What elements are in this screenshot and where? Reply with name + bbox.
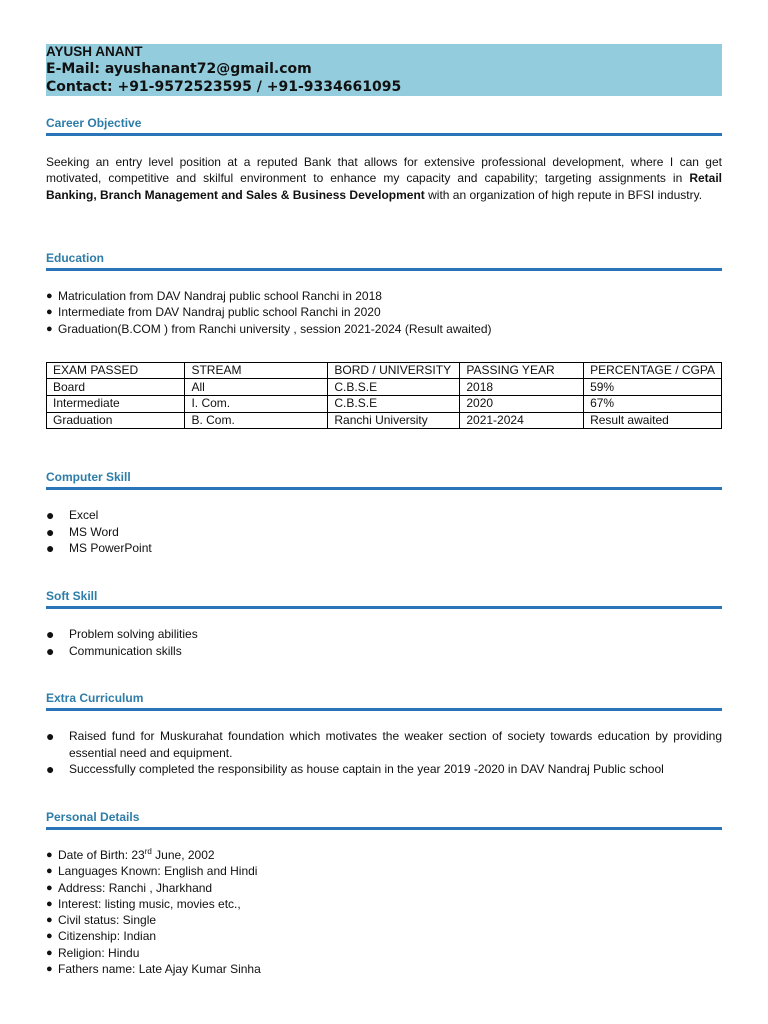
bullet-icon: ● — [46, 728, 55, 744]
section-divider — [46, 606, 722, 609]
dob-suffix: June, 2002 — [151, 848, 215, 862]
table-row — [47, 412, 722, 429]
section-divider — [46, 827, 722, 830]
dob-prefix: Date of Birth: 23 — [58, 848, 145, 862]
list-item — [46, 880, 722, 896]
section-title: Computer Skill — [46, 470, 131, 484]
education-list — [46, 288, 722, 337]
table-cell: Board — [47, 379, 185, 396]
list-item — [46, 912, 722, 928]
list-item — [46, 761, 722, 778]
bullet-icon: ● — [46, 963, 53, 976]
table-row — [47, 379, 722, 396]
list-item — [46, 728, 722, 761]
list-item — [46, 507, 722, 524]
section-title: Extra Curriculum — [46, 691, 144, 705]
list-item-text: Religion: Hindu — [58, 945, 140, 960]
list-item — [46, 540, 722, 557]
objective-text-start: Seeking an entry level position at a reputed Bank that allows for extensive professional development, where I can get motivated, competitive and skilful environment to enhance my capacity and capability; targeting assignments in — [46, 155, 722, 186]
list-item — [46, 643, 722, 660]
list-item-text: Graduation(B.COM ) from Ranchi university , session 2021-2024 (Result awaited) — [58, 321, 492, 336]
table-cell: 59% — [584, 379, 722, 396]
list-item-text: Interest: listing music, movies etc., — [58, 896, 241, 911]
table-header-cell: STREAM — [185, 362, 328, 379]
bullet-icon: ● — [46, 626, 55, 642]
table-header-cell: BORD / UNIVERSITY — [328, 362, 460, 379]
date-of-birth — [58, 847, 215, 863]
bullet-icon: ● — [46, 914, 53, 927]
table-cell: Result awaited — [584, 412, 722, 429]
objective-text-end: with an organization of high repute in BFSI industry. — [424, 187, 703, 202]
list-item-text: Excel — [69, 508, 99, 522]
extra-curriculum-section — [46, 690, 722, 778]
table-cell: All — [185, 379, 328, 396]
section-title: Career Objective — [46, 116, 142, 130]
table-cell: Ranchi University — [328, 412, 460, 429]
list-item-text: Fathers name: Late Ajay Kumar Sinha — [58, 962, 261, 977]
career-objective-section — [46, 115, 722, 203]
table-cell: C.B.S.E — [328, 379, 460, 396]
table-header-cell: EXAM PASSED — [47, 362, 185, 379]
personal-details-section — [46, 809, 722, 977]
list-item-text: MS PowerPoint — [69, 541, 152, 555]
bullet-icon: ● — [46, 881, 53, 894]
section-divider — [46, 708, 722, 711]
email-line: E-Mail: ayushanant72@gmail.com — [46, 61, 312, 77]
list-item-text: Intermediate from DAV Nandraj public school Ranchi in 2020 — [58, 305, 381, 320]
bullet-icon: ● — [46, 946, 53, 959]
table-cell: 2018 — [460, 379, 584, 396]
list-item — [46, 321, 722, 337]
list-item — [46, 863, 722, 879]
bullet-icon: ● — [46, 865, 53, 878]
list-item — [46, 304, 722, 320]
dob-ordinal: rd — [144, 847, 152, 856]
table-cell: Graduation — [47, 412, 185, 429]
list-item-text: Matriculation from DAV Nandraj public school Ranchi in 2018 — [58, 289, 382, 303]
table-header-cell: PASSING YEAR — [460, 362, 584, 379]
list-item — [46, 288, 722, 304]
table-cell: B. Com. — [185, 412, 328, 429]
bullet-icon: ● — [46, 523, 55, 540]
table-cell: I. Com. — [185, 396, 328, 413]
soft-skill-section — [46, 588, 722, 659]
list-item-text: Civil status: Single — [58, 913, 157, 928]
list-item-text: Successfully completed the responsibility as house captain in the year 2019 -2020 in DAV Nandraj Public school — [69, 762, 664, 776]
table-header-row — [47, 362, 722, 379]
resume-page — [46, 44, 722, 977]
list-item-text: Communication skills — [69, 643, 182, 658]
table-cell: 2021-2024 — [460, 412, 584, 429]
list-item-text: Problem solving abilities — [69, 627, 198, 641]
extra-curriculum-list — [46, 728, 722, 778]
list-item — [46, 524, 722, 541]
list-item-text: Citizenship: Indian — [58, 929, 157, 944]
computer-skill-section — [46, 469, 722, 557]
bullet-icon: ● — [46, 507, 55, 523]
candidate-name: AYUSH ANANT — [46, 44, 143, 59]
table-cell: Intermediate — [47, 396, 185, 413]
bullet-icon: ● — [46, 306, 53, 319]
list-item — [46, 847, 722, 863]
list-item-text: Languages Known: English and Hindi — [58, 864, 258, 879]
objective-text-bold: Retail Banking, Branch Management and Sales & Business Development — [46, 171, 722, 202]
table-cell: 2020 — [460, 396, 584, 413]
list-item — [46, 945, 722, 961]
section-title: Soft Skill — [46, 589, 98, 603]
list-item-text: MS Word — [69, 524, 119, 539]
personal-details-list — [46, 847, 722, 977]
bullet-icon: ● — [46, 290, 53, 302]
list-item — [46, 928, 722, 944]
table-cell: 67% — [584, 396, 722, 413]
list-item — [46, 626, 722, 643]
section-divider — [46, 268, 722, 271]
bullet-icon: ● — [46, 930, 53, 943]
bullet-icon: ● — [46, 322, 53, 335]
bullet-icon: ● — [46, 849, 53, 861]
education-section — [46, 250, 722, 429]
contact-line: Contact: +91-9572523595 / +91-9334661095 — [46, 79, 402, 95]
table-row — [47, 396, 722, 413]
list-item — [46, 896, 722, 912]
list-item-text: Address: Ranchi , Jharkhand — [58, 880, 213, 895]
education-table — [46, 362, 722, 429]
header-banner — [46, 44, 722, 96]
list-item-text: Raised fund for Muskurahat foundation which motivates the weaker section of society towards education by providing essential need and equipment. — [69, 729, 722, 760]
table-header-cell: PERCENTAGE / CGPA — [584, 362, 722, 379]
list-item — [46, 961, 722, 977]
section-title: Education — [46, 251, 105, 265]
bullet-icon: ● — [46, 642, 55, 659]
bullet-icon: ● — [46, 761, 55, 777]
computer-skill-list — [46, 507, 722, 557]
section-title: Personal Details — [46, 810, 140, 824]
bullet-icon: ● — [46, 540, 55, 556]
soft-skill-list — [46, 626, 722, 659]
career-objective-text — [46, 154, 722, 203]
section-divider — [46, 487, 722, 490]
bullet-icon: ● — [46, 897, 53, 910]
table-cell: C.B.S.E — [328, 396, 460, 413]
section-divider — [46, 133, 722, 136]
